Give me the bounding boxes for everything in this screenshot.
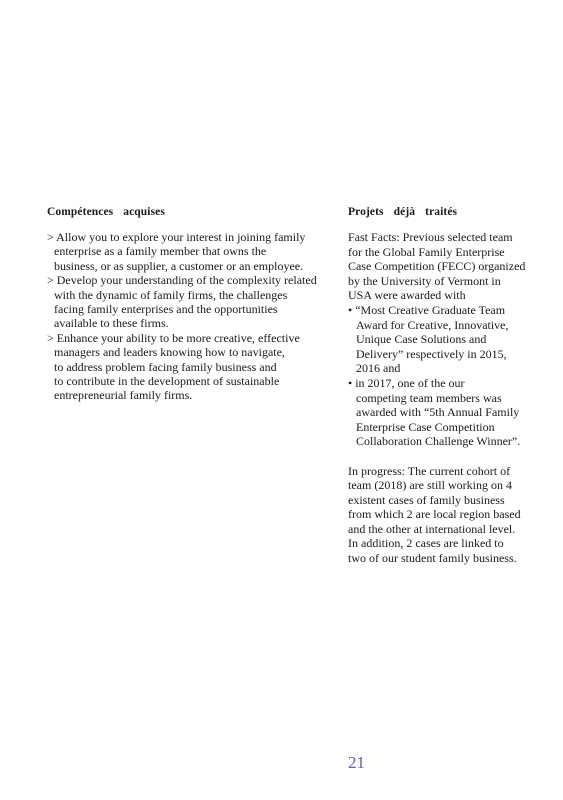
right-text-line: Case Competition (FECC) organized [348, 259, 526, 274]
right-text-line: In addition, 2 cases are linked to [348, 536, 504, 551]
left-column [47, 206, 332, 403]
left-text-line: > Enhance your ability to be more creative, effective [47, 330, 300, 345]
right-text-line: existent cases of family business [348, 492, 505, 507]
right-text-line: Fast Facts: Previous selected team [348, 230, 513, 244]
left-heading [47, 206, 332, 218]
right-heading-word: traités [425, 206, 458, 218]
right-heading-word: Projets [348, 206, 384, 218]
left-text-line: enterprise as a family member that owns the [54, 244, 267, 259]
page-number: 21 [348, 753, 365, 772]
right-heading [348, 206, 538, 218]
left-text-line: to contribute in the development of sustainable [54, 374, 280, 389]
right-text-line: team (2018) are still working on 4 [348, 478, 512, 493]
left-text-line: to address problem facing family business and [54, 359, 277, 374]
left-body [47, 230, 332, 403]
right-text-line: • in 2017, one of the our [348, 375, 465, 390]
right-text-line: awarded with “5th Annual Family [356, 405, 520, 420]
right-text-line: • “Most Creative Graduate Team [348, 302, 506, 317]
right-text-line: Award for Creative, Innovative, [356, 317, 509, 332]
right-text-line: USA were awarded with [348, 288, 466, 303]
right-text-line: from which 2 are local region based [348, 507, 521, 522]
right-paragraph-gap [348, 449, 538, 464]
right-text-line: Enterprise Case Competition [356, 419, 495, 434]
right-text-line: Collaboration Challenge Winner”. [356, 434, 521, 449]
left-text-line: entrepreneurial family firms. [54, 388, 193, 403]
right-text-line: for the Global Family Enterprise [348, 244, 505, 259]
left-heading-word: acquises [123, 206, 165, 218]
right-column [348, 206, 538, 566]
left-text-line: facing family enterprises and the opportunities [54, 302, 278, 317]
right-text-line: Delivery” respectively in 2015, [356, 346, 507, 361]
right-text-line: Unique Case Solutions and [356, 332, 487, 347]
right-text-line: 2016 and [356, 361, 401, 376]
right-text-line: by the University of Vermont in [348, 273, 501, 288]
left-text-line: managers and leaders knowing how to navigate, [54, 345, 285, 360]
left-text-line: available to these firms. [54, 316, 169, 331]
left-text-line: > Allow you to explore your interest in joining family [47, 230, 306, 244]
left-heading-word: Compétences [47, 206, 114, 218]
right-text-line: competing team members was [356, 390, 502, 405]
right-heading-word: déjà [393, 206, 416, 218]
left-text-line: with the dynamic of family firms, the challenges [54, 287, 288, 302]
right-text-line: and the other at international level. [348, 521, 516, 536]
right-body [348, 230, 538, 566]
right-text-line: two of our student family business. [348, 551, 517, 566]
left-text-line: business, or as supplier, a customer or an employee. [54, 258, 304, 273]
right-text-line: In progress: The current cohort of [348, 463, 511, 478]
left-text-line: > Develop your understanding of the complexity related [47, 273, 317, 288]
